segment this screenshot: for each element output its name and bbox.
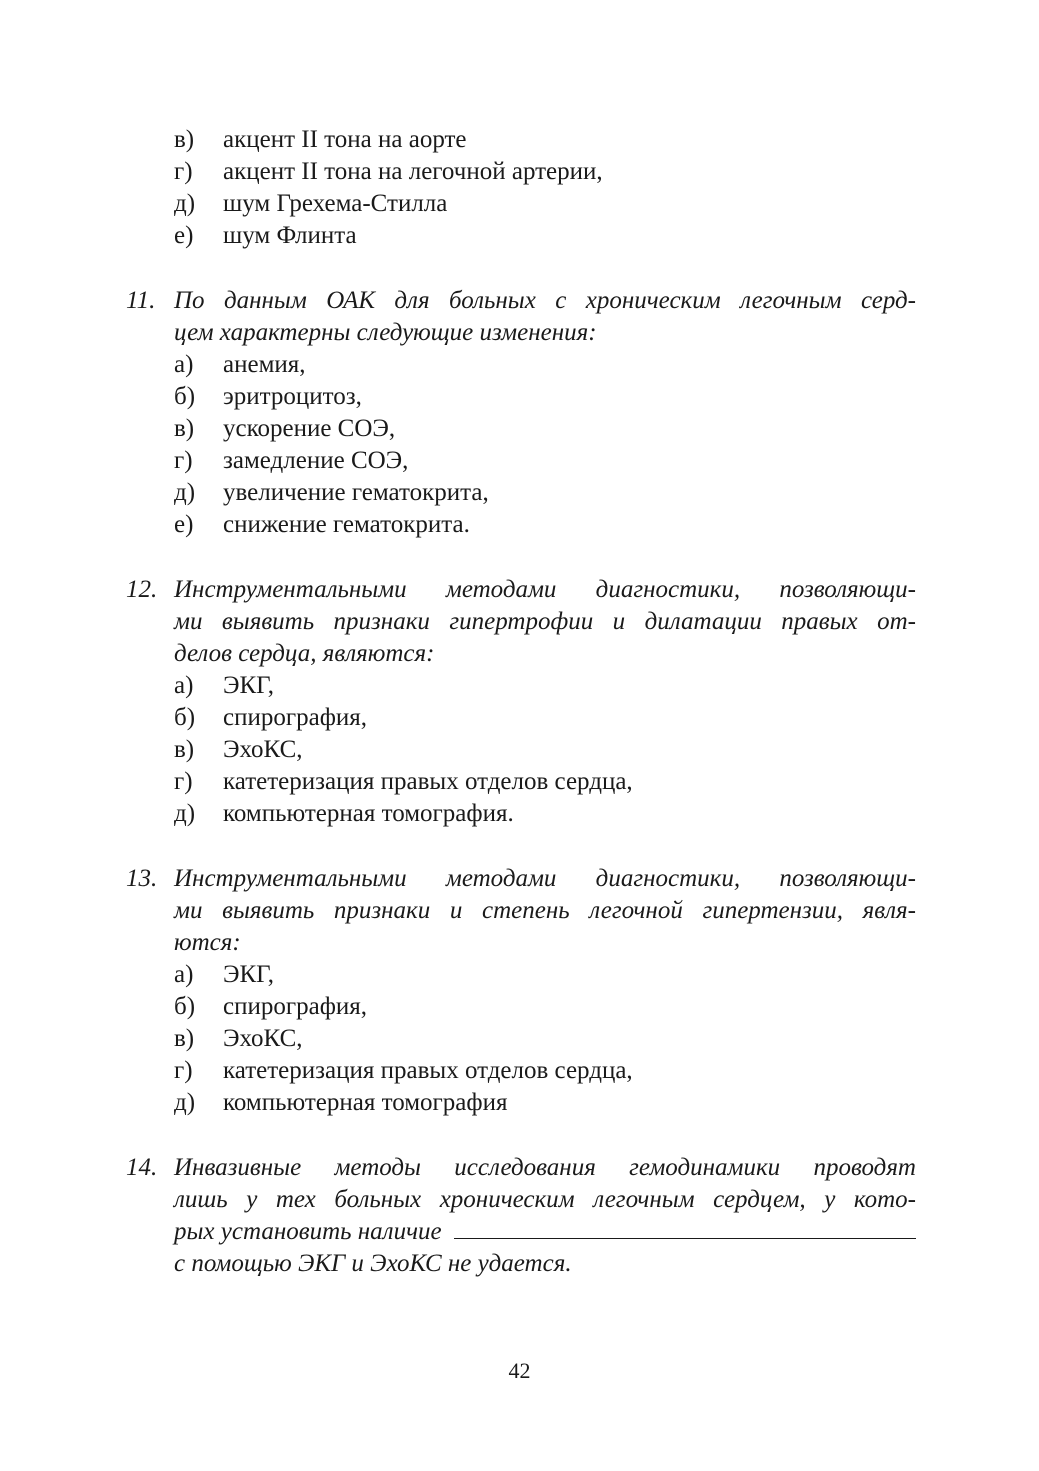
answer-option[interactable] (126, 509, 916, 541)
option-letter: в) (174, 415, 195, 442)
question-12 (126, 574, 916, 830)
option-text: ЭКГ, (223, 961, 275, 988)
question-text: ются: (174, 929, 241, 956)
question-text: с помощью ЭКГ и ЭхоКС не удается. (174, 1250, 572, 1277)
option-text: эритроцитоз, (223, 383, 362, 410)
question-line (126, 638, 916, 670)
answer-option[interactable] (126, 734, 916, 766)
option-letter: в) (174, 736, 195, 763)
answer-option[interactable] (126, 413, 916, 445)
answer-option[interactable] (126, 188, 916, 220)
option-text: акцент II тона на аорте (223, 126, 467, 153)
question-line (126, 574, 916, 606)
option-text: анемия, (223, 351, 306, 378)
answer-option[interactable] (126, 1055, 916, 1087)
question-line (126, 606, 916, 638)
answer-option[interactable] (126, 124, 916, 156)
answer-option[interactable] (126, 381, 916, 413)
answer-options (126, 349, 916, 541)
question-text: Инвазивные методы исследования гемодинамики проводят (174, 1154, 916, 1181)
question-text: ми выявить признаки гипертрофии и дилатации правых от- (174, 608, 916, 635)
question-number: 14. (126, 1154, 158, 1181)
option-letter: д) (174, 800, 196, 827)
question-10-continued (126, 124, 916, 252)
answer-option[interactable] (126, 156, 916, 188)
answer-option[interactable] (126, 798, 916, 830)
option-letter: д) (174, 479, 196, 506)
page-number: 42 (508, 1358, 531, 1383)
fill-in-blank[interactable] (454, 1216, 916, 1239)
answer-option[interactable] (126, 766, 916, 798)
option-text: замедление СОЭ, (223, 447, 409, 474)
option-text: ЭхоКС, (223, 736, 303, 763)
question-line (126, 1248, 916, 1280)
option-text: снижение гематокрита. (223, 511, 470, 538)
question-text: ми выявить признаки и степень легочной гипертензии, явля- (174, 897, 916, 924)
question-number: 13. (126, 865, 158, 892)
option-text: спирография, (223, 704, 368, 731)
question-line (126, 895, 916, 927)
option-letter: б) (174, 704, 196, 731)
option-text: ускорение СОЭ, (223, 415, 396, 442)
answer-option[interactable] (126, 477, 916, 509)
option-letter: б) (174, 383, 196, 410)
question-line (126, 927, 916, 959)
option-text: шум Флинта (223, 222, 357, 249)
answer-option[interactable] (126, 702, 916, 734)
question-line (126, 1216, 916, 1248)
question-number: 12. (126, 576, 158, 603)
question-line (126, 317, 916, 349)
option-letter: б) (174, 993, 196, 1020)
answer-options (126, 959, 916, 1119)
question-line (126, 1184, 916, 1216)
answer-option[interactable] (126, 1023, 916, 1055)
answer-option[interactable] (126, 349, 916, 381)
question-line (126, 863, 916, 895)
option-letter: а) (174, 672, 194, 699)
option-letter: д) (174, 1089, 196, 1116)
option-letter: г) (174, 1057, 193, 1084)
question-text: рых установить наличие (174, 1218, 442, 1245)
option-letter: г) (174, 158, 193, 185)
answer-options (126, 670, 916, 830)
option-letter: в) (174, 1025, 195, 1052)
question-text: лишь у тех больных хроническим легочным сердцем, у кото- (174, 1186, 916, 1213)
option-text: спирография, (223, 993, 368, 1020)
question-text: делов сердца, являются: (174, 640, 435, 667)
question-text: По данным ОАК для больных с хроническим легочным серд- (174, 287, 916, 314)
answer-option[interactable] (126, 445, 916, 477)
answer-option[interactable] (126, 959, 916, 991)
option-text: увеличение гематокрита, (223, 479, 489, 506)
option-text: ЭхоКС, (223, 1025, 303, 1052)
question-11 (126, 285, 916, 541)
option-letter: в) (174, 126, 195, 153)
option-letter: д) (174, 190, 196, 217)
option-text: катетеризация правых отделов сердца, (223, 768, 633, 795)
answer-option[interactable] (126, 670, 916, 702)
option-text: шум Грехема-Стилла (223, 190, 448, 217)
answer-option[interactable] (126, 220, 916, 252)
option-text: компьютерная томография. (223, 800, 514, 827)
answer-option[interactable] (126, 991, 916, 1023)
question-line (126, 1152, 916, 1184)
option-text: компьютерная томография (223, 1089, 508, 1116)
option-letter: а) (174, 961, 194, 988)
option-text: ЭКГ, (223, 672, 275, 699)
question-text: Инструментальными методами диагностики, позволяющи- (174, 576, 916, 603)
option-text: катетеризация правых отделов сердца, (223, 1057, 633, 1084)
question-text: цем характерны следующие изменения: (174, 319, 597, 346)
question-line (126, 285, 916, 317)
question-13 (126, 863, 916, 1119)
answer-option[interactable] (126, 1087, 916, 1119)
option-letter: а) (174, 351, 194, 378)
question-text: Инструментальными методами диагностики, позволяющи- (174, 865, 916, 892)
option-letter: е) (174, 222, 194, 249)
option-letter: г) (174, 447, 193, 474)
question-14 (126, 1152, 916, 1280)
option-letter: е) (174, 511, 194, 538)
question-number: 11. (126, 287, 156, 314)
option-letter: г) (174, 768, 193, 795)
answer-options (126, 124, 916, 252)
option-text: акцент II тона на легочной артерии, (223, 158, 603, 185)
